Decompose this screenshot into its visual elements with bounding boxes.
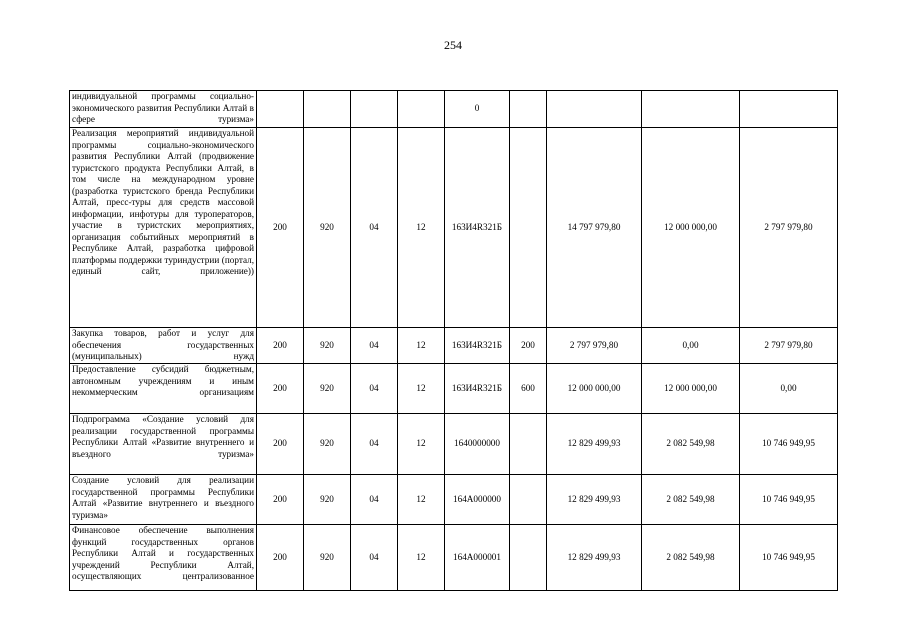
cell-admin-code: 200 [257,475,304,525]
cell-amount-b: 2 797 979,80 [740,128,838,328]
row-description: индивидуальной программы социально-экономического развития Республики Алтай в сфере туризма» [70,91,257,128]
table-row [70,128,838,328]
cell-section: 04 [351,414,398,475]
cell-amount-a: 12 000 000,00 [642,128,740,328]
cell-ministry-code [304,91,351,128]
cell-amount-a: 12 000 000,00 [642,364,740,414]
cell-target-article: 163И4R321Б [445,364,510,414]
cell-amount-b [740,91,838,128]
page-number: 254 [444,38,462,52]
cell-total: 12 829 499,93 [547,525,642,591]
cell-subsection: 12 [398,128,445,328]
cell-ministry-code: 920 [304,414,351,475]
table-row [70,414,838,475]
cell-subsection: 12 [398,364,445,414]
cell-amount-b: 10 746 949,95 [740,414,838,475]
cell-section [351,91,398,128]
row-description: Создание условий для реализации государственной программы Республики Алтай «Развитие внутреннего и въездного туризма» [70,475,257,525]
cell-ministry-code: 920 [304,525,351,591]
cell-total: 12 829 499,93 [547,414,642,475]
cell-expense-type [510,525,547,591]
cell-expense-type: 600 [510,364,547,414]
cell-amount-b: 0,00 [740,364,838,414]
table-row [70,91,838,128]
cell-amount-a [642,91,740,128]
cell-ministry-code: 920 [304,328,351,364]
cell-ministry-code: 920 [304,475,351,525]
cell-amount-a: 2 082 549,98 [642,525,740,591]
cell-total: 12 829 499,93 [547,475,642,525]
cell-amount-a: 2 082 549,98 [642,414,740,475]
cell-expense-type [510,475,547,525]
cell-admin-code: 200 [257,328,304,364]
cell-expense-type [510,128,547,328]
table-row [70,475,838,525]
cell-section: 04 [351,475,398,525]
cell-total: 2 797 979,80 [547,328,642,364]
cell-amount-a: 0,00 [642,328,740,364]
cell-admin-code: 200 [257,364,304,414]
cell-total: 14 797 979,80 [547,128,642,328]
cell-expense-type: 200 [510,328,547,364]
row-description: Подпрограмма «Создание условий для реализации государственной программы Республики Алтай «Развитие внутреннего и въездного туризма» [70,414,257,475]
cell-section: 04 [351,525,398,591]
cell-ministry-code: 920 [304,364,351,414]
cell-section: 04 [351,328,398,364]
table-row [70,525,838,591]
cell-section: 04 [351,364,398,414]
cell-amount-a: 2 082 549,98 [642,475,740,525]
cell-target-article: 0 [445,91,510,128]
cell-target-article: 1640000000 [445,414,510,475]
cell-total [547,91,642,128]
cell-amount-b: 2 797 979,80 [740,328,838,364]
cell-subsection: 12 [398,475,445,525]
cell-admin-code: 200 [257,525,304,591]
budget-table [69,90,838,591]
cell-subsection: 12 [398,414,445,475]
cell-expense-type [510,91,547,128]
row-description: Закупка товаров, работ и услуг для обеспечения государственных (муниципальных) нужд [70,328,257,364]
cell-target-article: 164А000000 [445,475,510,525]
cell-subsection: 12 [398,328,445,364]
cell-total: 12 000 000,00 [547,364,642,414]
row-description: Предоставление субсидий бюджетным, автономным учреждениям и иным некоммерческим организациям [70,364,257,414]
cell-admin-code: 200 [257,414,304,475]
table-row [70,328,838,364]
table-row [70,364,838,414]
cell-admin-code [257,91,304,128]
cell-amount-b: 10 746 949,95 [740,475,838,525]
cell-subsection [398,91,445,128]
cell-ministry-code: 920 [304,128,351,328]
cell-admin-code: 200 [257,128,304,328]
cell-target-article: 163И4R321Б [445,128,510,328]
row-description: Финансовое обеспечение выполнения функций государственных органов Республики Алтай и государственных учреждений Республики Алтай, осуществляющих централизованное [70,525,257,591]
cell-expense-type [510,414,547,475]
cell-target-article: 164А000001 [445,525,510,591]
cell-section: 04 [351,128,398,328]
cell-subsection: 12 [398,525,445,591]
row-description: Реализация мероприятий индивидуальной программы социально-экономического развития Республики Алтай (продвижение туристского продукта Республики Алтай, в том числе на международном уровне (разработка туристского бренда Республики Алтай, пресс-туры для средств массовой информации, инфотуры для туроператоров, участие в туристских мероприятиях, организация событийных мероприятий в Республике Алтай, разработка цифровой платформы поддержки туриндустрии (портал, единый сайт, приложение)) [70,128,257,328]
cell-target-article: 163И4R321Б [445,328,510,364]
cell-amount-b: 10 746 949,95 [740,525,838,591]
